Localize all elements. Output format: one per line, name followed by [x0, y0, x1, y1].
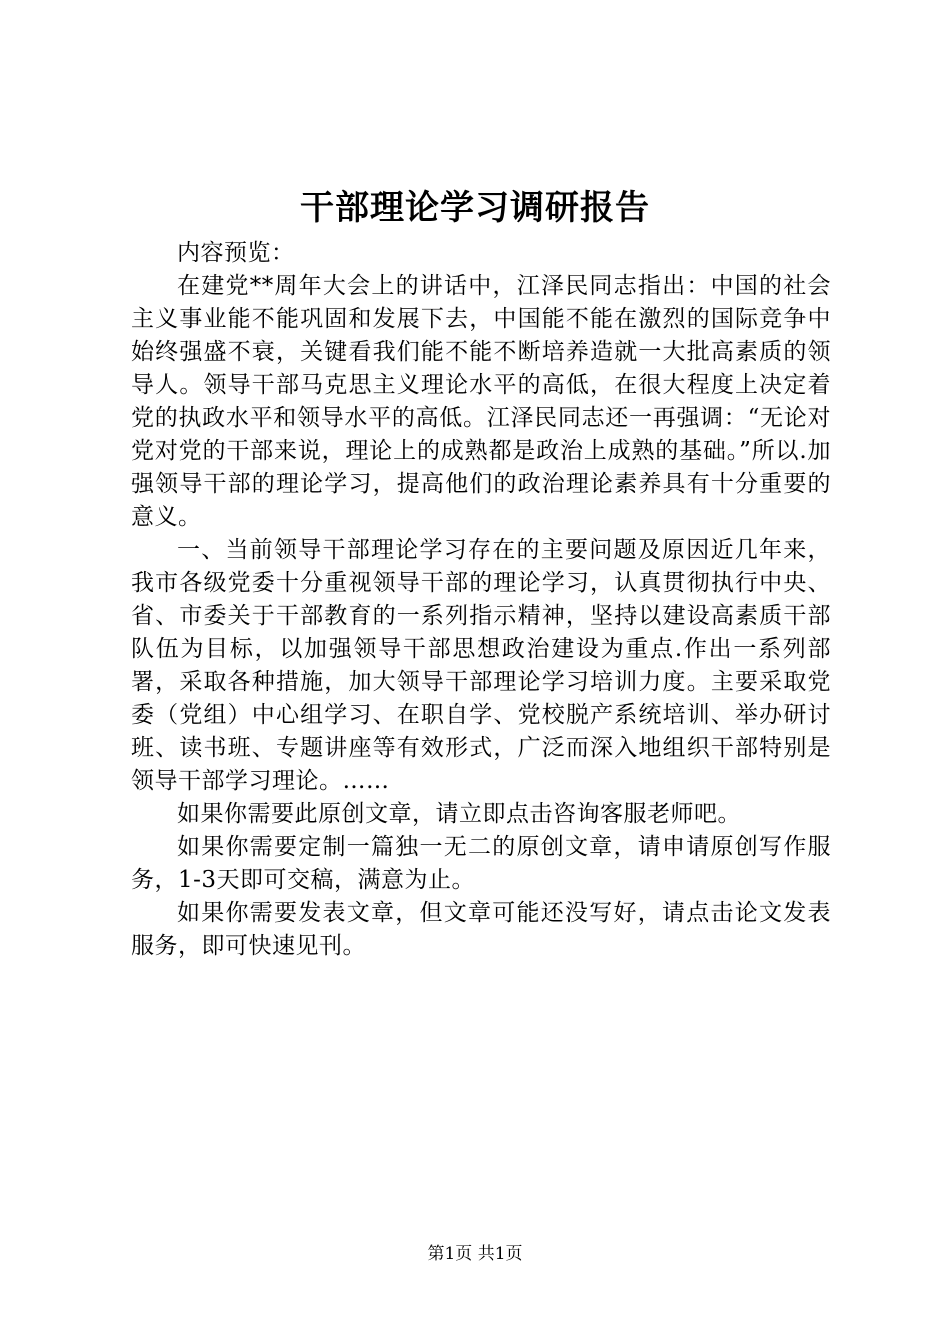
preview-label: 内容预览： — [177, 240, 295, 266]
document-title: 干部理论学习调研报告 — [300, 188, 650, 228]
paragraph-intro: 在建党**周年大会上的讲话中，江泽民同志指出：中国的社会主义事业能不能巩固和发展下去，中国能不能在激烈的国际竞争中始终强盛不衰，关键看我们能不能不断培养造就一大批高素质的领导人。领导干部马克思主义理论水平的高低，在很大程度上决定着党的执政水平和领导水平的高低。江泽民同志还一再强调：“无论对党对党的干部来说，理论上的成熟都是政治上成熟的基础。”所以.加强领导干部的理论学习，提高他们的政治理论素养具有十分重要的意义。 — [131, 273, 831, 530]
paragraph-consult-notice: 如果你需要此原创文章，请立即点击咨询客服老师吧。 — [177, 801, 741, 827]
paragraph-custom-writing-notice: 如果你需要定制一篇独一无二的原创文章，请申请原创写作服务，1-3天即可交稿，满意为止。 — [131, 834, 831, 893]
paragraph-section-one: 一、当前领导干部理论学习存在的主要问题及原因近几年来，我市各级党委十分重视领导干部的理论学习，认真贯彻执行中央、省、市委关于干部教育的一系列指示精神，坚持以建设高素质干部队伍为目标，以加强领导干部思想政治建设为重点.作出一系列部署，采取各种措施，加大领导干部理论学习培训力度。主要采取党委（党组）中心组学习、在职自学、党校脱产系统培训、举办研讨班、读书班、专题讲座等有效形式，广泛而深入地组织干部特别是领导干部学习理论。…… — [131, 537, 831, 794]
page-number-footer: 第1页 共1页 — [427, 1244, 523, 1264]
paragraph-publishing-notice: 如果你需要发表文章，但文章可能还没写好，请点击论文发表服务，即可快速见刊。 — [131, 900, 831, 959]
document-body — [131, 237, 831, 963]
